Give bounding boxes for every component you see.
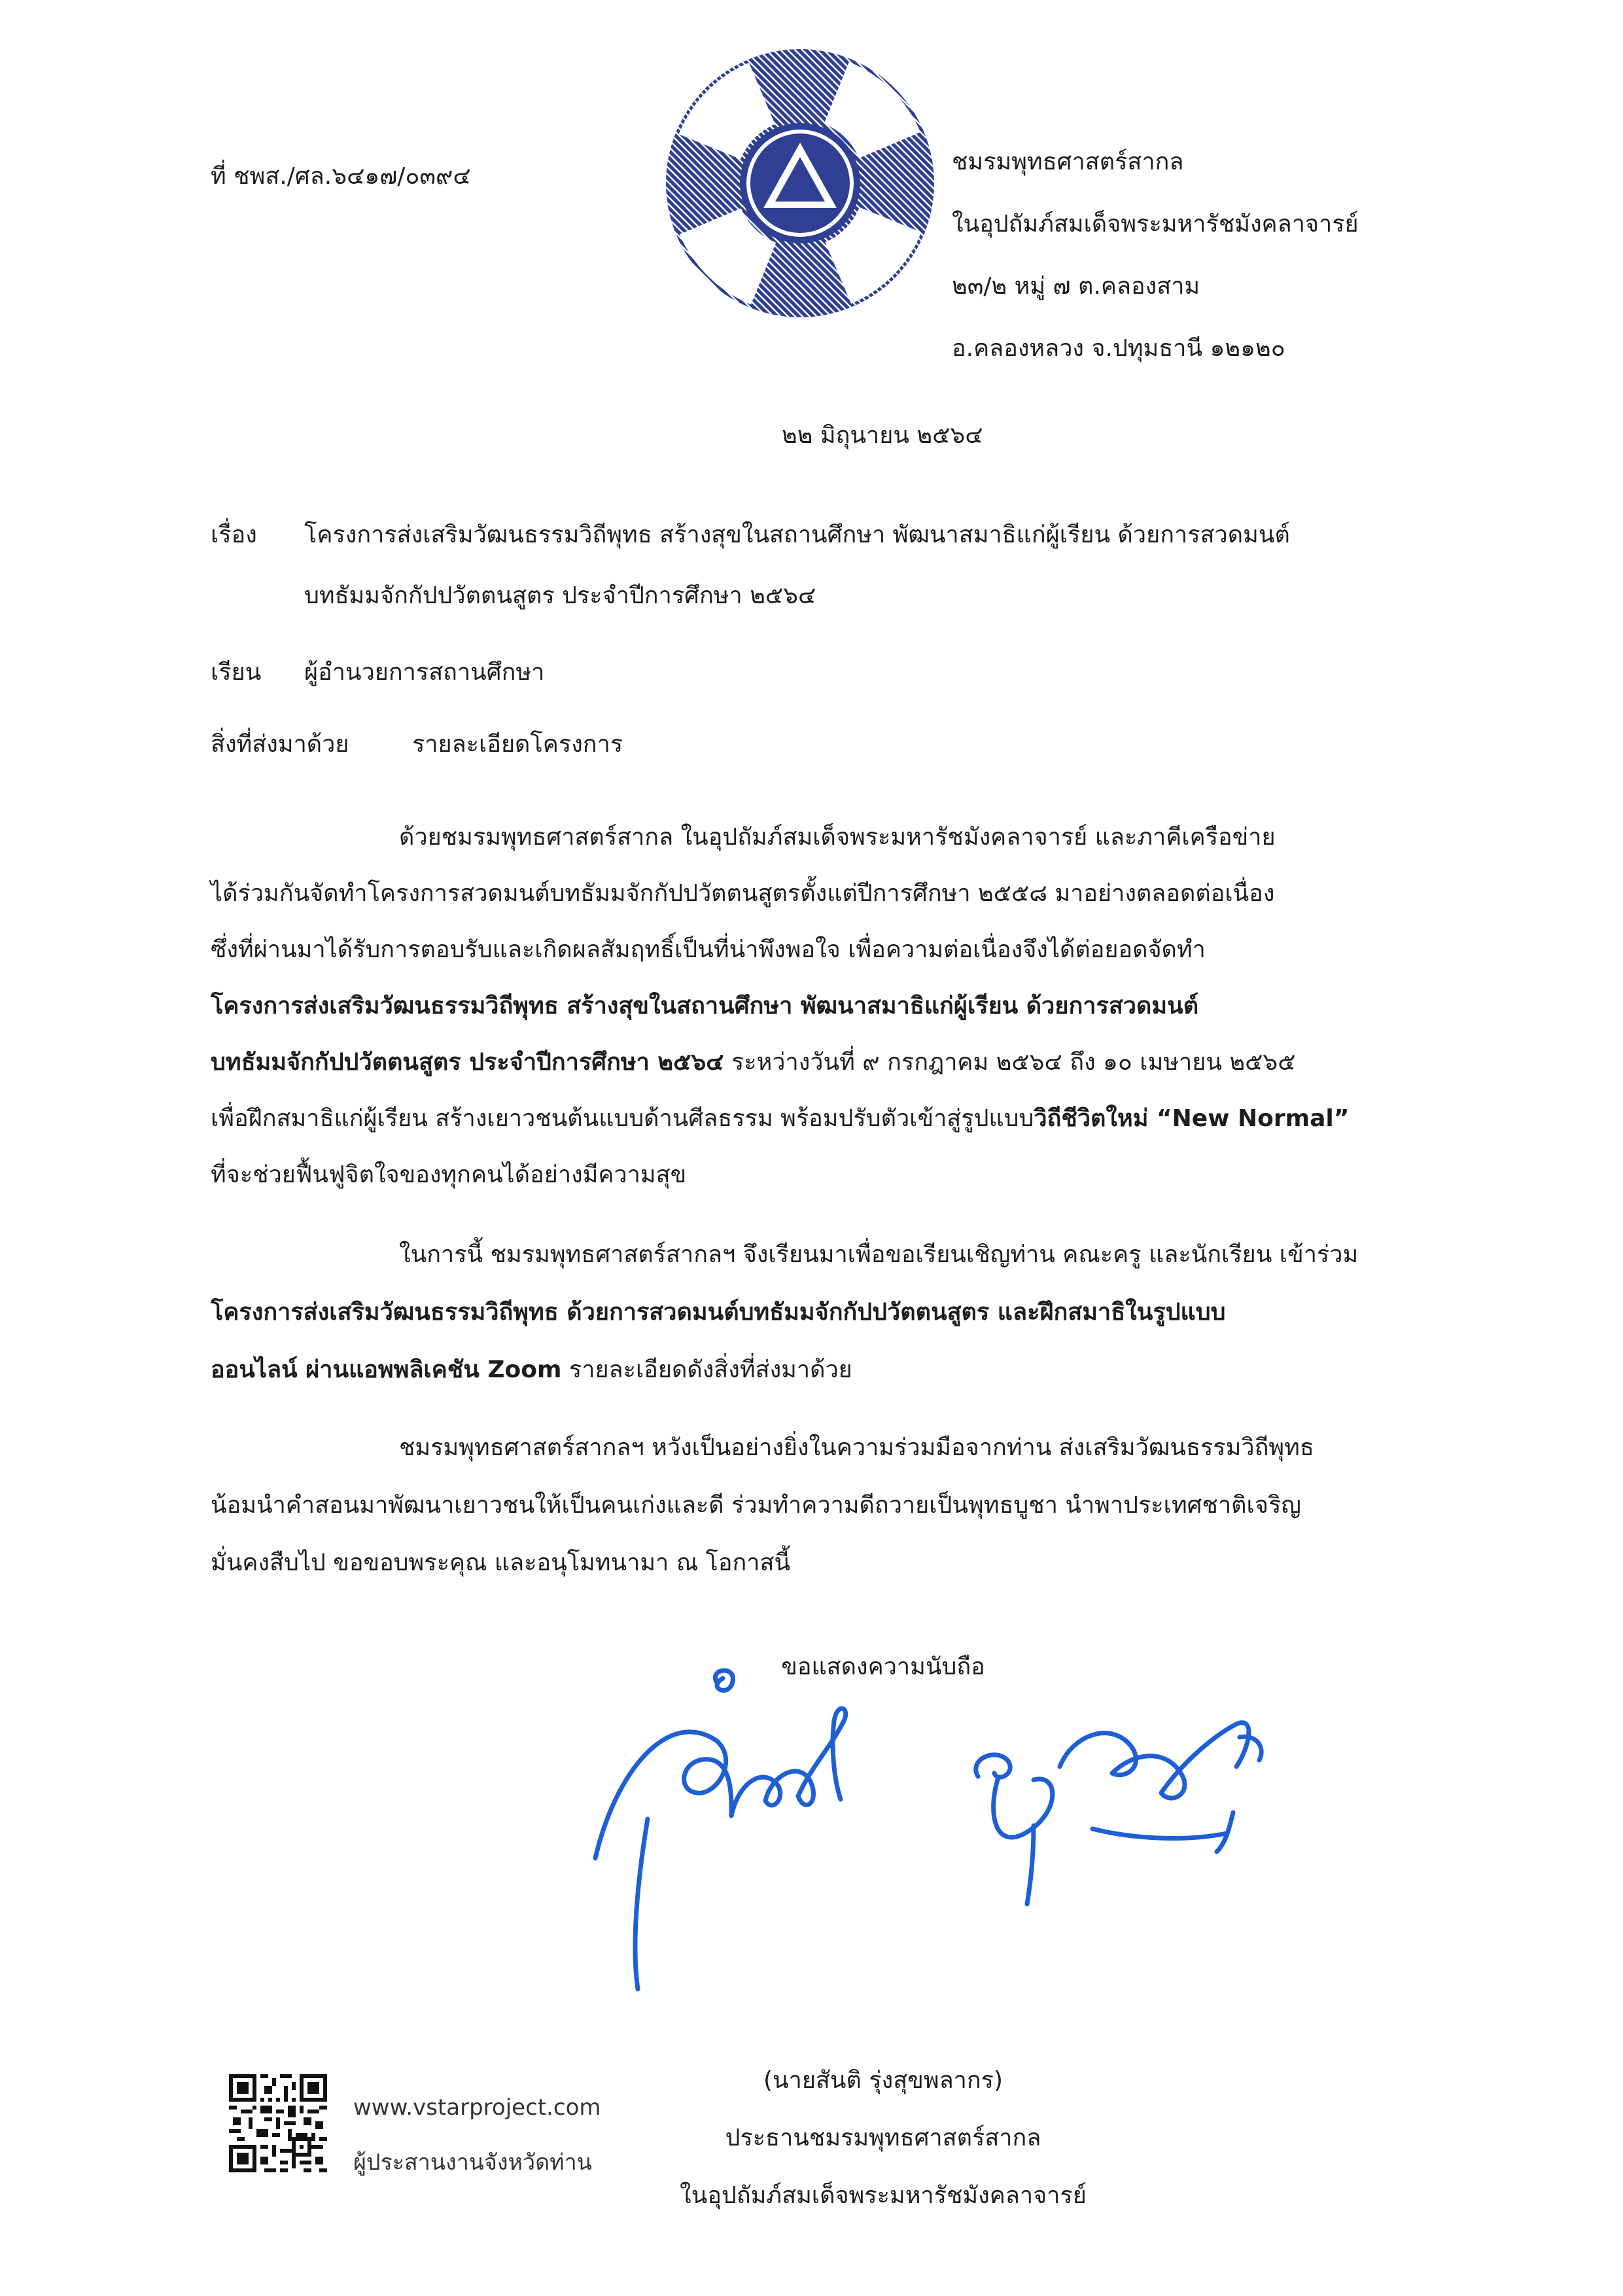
address-line-2: ในอุปถัมภ์สมเด็จพระมหารัชมังคลาจารย์ xyxy=(952,211,1359,238)
enclosure: รายละเอียดโครงการ xyxy=(412,731,623,758)
address-line-3: ๒๓/๒ หมู่ ๗ ต.คลองสาม xyxy=(952,273,1200,300)
subject-line-2: บทธัมมจักกัปปวัตตนสูตร ประจำปีการศึกษา ๒๕๖๔ xyxy=(304,582,816,609)
program-dates: ระหว่างวันที่ ๙ กรกฎาคม ๒๕๖๔ ถึง ๑๐ เมษายน ๒๕๖๕ xyxy=(724,1049,1296,1076)
signer-title-1: ประธานชมรมพุทธศาสตร์สากล xyxy=(725,2125,1041,2151)
address-line-1: ชมรมพุทธศาสตร์สากล xyxy=(952,149,1184,175)
signer-title-2: ในอุปถัมภ์สมเด็จพระมหารัชมังคลาจารย์ xyxy=(680,2182,1087,2209)
paragraph-3-line-3: มั่นคงสืบไป ขอขอบพระคุณ และอนุโมทนามา ณ โอกาสนี้ xyxy=(211,1549,791,1576)
paragraph-2-line-2: โครงการส่งเสริมวัฒนธรรมวิถีพุทธ ด้วยการสวดมนต์บทธัมมจักกัปปวัตตนสูตร และฝึกสมาธิในรูปแบบ xyxy=(211,1299,1226,1326)
paragraph-1-line-3: ซึ่งที่ผ่านมาได้รับการตอบรับและเกิดผลสัมฤทธิ์เป็นที่น่าพึงพอใจ เพื่อความต่อเนื่องจึงได้ต่อยอดจัดทำ xyxy=(211,936,1206,963)
details-attached: รายละเอียดดังสิ่งที่ส่งมาด้วย xyxy=(561,1356,852,1383)
paragraph-3-line-1: ชมรมพุทธศาสตร์สากลฯ หวังเป็นอย่างยิ่งในความร่วมมือจากท่าน ส่งเสริมวัฒนธรรมวิถีพุทธ xyxy=(399,1434,1314,1461)
recipient-label: เรียน xyxy=(211,659,262,686)
paragraph-1-line-6 xyxy=(211,1107,1349,1131)
paragraph-2-line-3 xyxy=(211,1358,852,1382)
paragraph-1-line-2: ได้ร่วมกันจัดทำโครงการสวดมนต์บทธัมมจักกัปปวัตตนสูตรตั้งแต่ปีการศึกษา ๒๕๕๘ มาอย่างตลอดต่อเนื่อง xyxy=(211,880,1275,907)
recipient: ผู้อำนวยการสถานศึกษา xyxy=(304,659,545,686)
paragraph-3-line-2: น้อมนำคำสอนมาพัฒนาเยาวชนให้เป็นคนเก่งและดี ร่วมทำความดีถวายเป็นพุทธบูชา นำพาประเทศชาติเจริญ xyxy=(211,1492,1301,1519)
paragraph-1-line-1: ด้วยชมรมพุทธศาสตร์สากล ในอุปถัมภ์สมเด็จพระมหารัชมังคลาจารย์ และภาคีเครือข่าย xyxy=(399,824,1276,851)
closing-phrase: ขอแสดงความนับถือ xyxy=(781,1653,985,1680)
new-normal-bold: วิถีชีวิตใหม่ “New Normal” xyxy=(1034,1105,1350,1132)
subject-line-1: โครงการส่งเสริมวัฒนธรรมวิถีพุทธ สร้างสุขในสถานศึกษา พัฒนาสมาธิแก่ผู้เรียน ด้วยการสวดมนต์ xyxy=(304,521,1290,548)
website-link[interactable]: www.vstarproject.com xyxy=(353,2094,601,2121)
signer-name: (นายสันติ รุ่งสุขพลากร) xyxy=(763,2067,1003,2094)
letter-date: ๒๒ มิถุนายน ๒๕๖๔ xyxy=(782,422,983,449)
enclosure-label: สิ่งที่ส่งมาด้วย xyxy=(211,731,349,758)
paragraph-1-line-5 xyxy=(211,1051,1296,1074)
reference-number: ที่ ชพส./ศล.๖๔๑๗/๐๓๙๔ xyxy=(211,163,471,190)
program-name-bold: บทธัมมจักกัปปวัตตนสูตร ประจำปีการศึกษา ๒๕๖๔ xyxy=(211,1049,724,1076)
subject-label: เรื่อง xyxy=(211,521,257,548)
address-line-4: อ.คลองหลวง จ.ปทุมธานี ๑๒๑๒๐ xyxy=(952,335,1285,362)
program-purpose: เพื่อฝึกสมาธิแก่ผู้เรียน สร้างเยาวชนต้นแบบด้านศีลธรรม พร้อมปรับตัวเข้าสู่รูปแบบ xyxy=(211,1105,1034,1132)
paragraph-1-line-7: ที่จะช่วยฟื้นฟูจิตใจของทุกคนได้อย่างมีความสุข xyxy=(211,1161,687,1188)
online-zoom-bold: ออนไลน์ ผ่านแอพพลิเคชัน Zoom xyxy=(211,1356,562,1383)
provincial-coordinator: ผู้ประสานงานจังหวัดท่าน xyxy=(353,2149,592,2176)
paragraph-2-line-1: ในการนี้ ชมรมพุทธศาสตร์สากลฯ จึงเรียนมาเพื่อขอเรียนเชิญท่าน คณะครู และนักเรียน เข้าร่วม xyxy=(399,1241,1359,1268)
paragraph-1-line-4: โครงการส่งเสริมวัฒนธรรมวิถีพุทธ สร้างสุขในสถานศึกษา พัฒนาสมาธิแก่ผู้เรียน ด้วยการสวดมนต์ xyxy=(211,993,1199,1019)
